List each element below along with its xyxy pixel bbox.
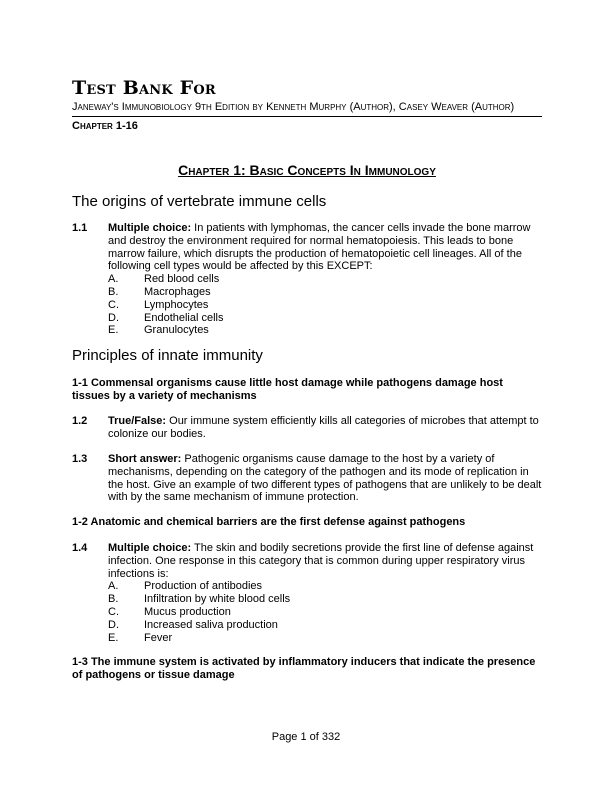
question-body: [108, 453, 542, 504]
option-text: Infiltration by white blood cells: [144, 593, 291, 606]
option-letter: A.: [108, 273, 119, 286]
question-number: 1.3: [72, 453, 88, 465]
question-text: Pathogenic organisms cause damage to the host by a variety of mechanisms, depending on the category of the pathogen and its mode of replication in the host. Give an example of two different types of pathogens that are unlikely to be dealt with by the same mechanism of immune protection.: [108, 453, 542, 504]
question-1-2: [72, 415, 542, 441]
option-text: Red blood cells: [144, 273, 220, 286]
answer-option: [108, 606, 542, 619]
option-text: Mucus production: [144, 605, 231, 618]
question-type: True/False:: [108, 415, 167, 427]
question-text: In patients with lymphomas, the cancer cells invade the bone marrow and destroy the environment required for normal hematopoiesis. This leads to bone marrow failure, which disrupts the production of hematopoietic cell lineages. All of the following cell types would be affected by this EXCEPT:: [108, 222, 531, 273]
question-text: The skin and bodily secretions provide the first line of defense against infection. One response in this category that is common during upper respiratory virus infections is:: [108, 542, 534, 580]
answer-option: [108, 580, 542, 593]
question-type: Multiple choice:: [108, 542, 192, 554]
option-text: Lymphocytes: [144, 298, 209, 311]
answer-option: [108, 593, 542, 606]
book-subtitle: Janeway's Immunobiology 9th Edition by Kenneth Murphy (Author), Casey Weaver (Author): [72, 101, 515, 113]
option-text: Endothelial cells: [144, 311, 224, 324]
subheading-1-1: 1-1 Commensal organisms cause little host damage while pathogens damage host tissues by a variety of mechanisms: [72, 377, 503, 402]
question-type: Short answer:: [108, 453, 182, 465]
header-rule: [72, 116, 542, 117]
question-1-1: [72, 222, 542, 337]
option-letter: B.: [108, 593, 119, 606]
question-number: 1.2: [72, 415, 88, 427]
answer-option: [108, 286, 542, 299]
option-text: Granulocytes: [144, 324, 209, 337]
option-letter: D.: [108, 618, 119, 631]
option-letter: D.: [108, 311, 119, 324]
test-bank-title: Test Bank For: [72, 77, 216, 99]
question-type: Multiple choice:: [108, 222, 192, 234]
answer-option: [108, 324, 542, 337]
subheading-1-2: 1-2 Anatomic and chemical barriers are the first defense against pathogens: [72, 516, 466, 528]
option-text: Fever: [144, 631, 173, 644]
option-letter: E.: [108, 631, 119, 644]
option-text: Macrophages: [144, 285, 211, 298]
answer-option: [108, 619, 542, 632]
section-heading-innate: Principles of innate immunity: [72, 347, 263, 364]
option-letter: A.: [108, 580, 119, 593]
answer-option: [108, 273, 542, 286]
document-header: [72, 77, 542, 133]
section-heading-origins: The origins of vertebrate immune cells: [72, 193, 327, 210]
question-body: [108, 415, 542, 441]
answer-option: [108, 299, 542, 312]
option-text: Increased saliva production: [144, 618, 278, 631]
answer-option: [108, 312, 542, 325]
chapter-title: Chapter 1: Basic Concepts In Immunology: [178, 162, 436, 178]
chapter-range: Chapter 1-16: [72, 120, 138, 132]
option-letter: C.: [108, 298, 119, 311]
question-text: Our immune system efficiently kills all categories of microbes that attempt to colonize our bodies.: [108, 415, 539, 440]
page-number: Page 1 of 332: [271, 731, 341, 743]
question-number: 1.4: [72, 542, 88, 554]
option-text: Production of antibodies: [144, 580, 263, 593]
subheading-1-3: 1-3 The immune system is activated by inflammatory inducers that indicate the presence of pathogens or tissue damage: [72, 656, 536, 681]
question-body: [108, 222, 542, 337]
option-letter: C.: [108, 605, 119, 618]
question-number: 1.1: [72, 222, 88, 234]
answer-option: [108, 632, 542, 645]
question-1-3: [72, 453, 542, 504]
question-1-4: [72, 542, 542, 644]
option-letter: B.: [108, 285, 119, 298]
option-letter: E.: [108, 324, 119, 337]
question-body: [108, 542, 542, 644]
